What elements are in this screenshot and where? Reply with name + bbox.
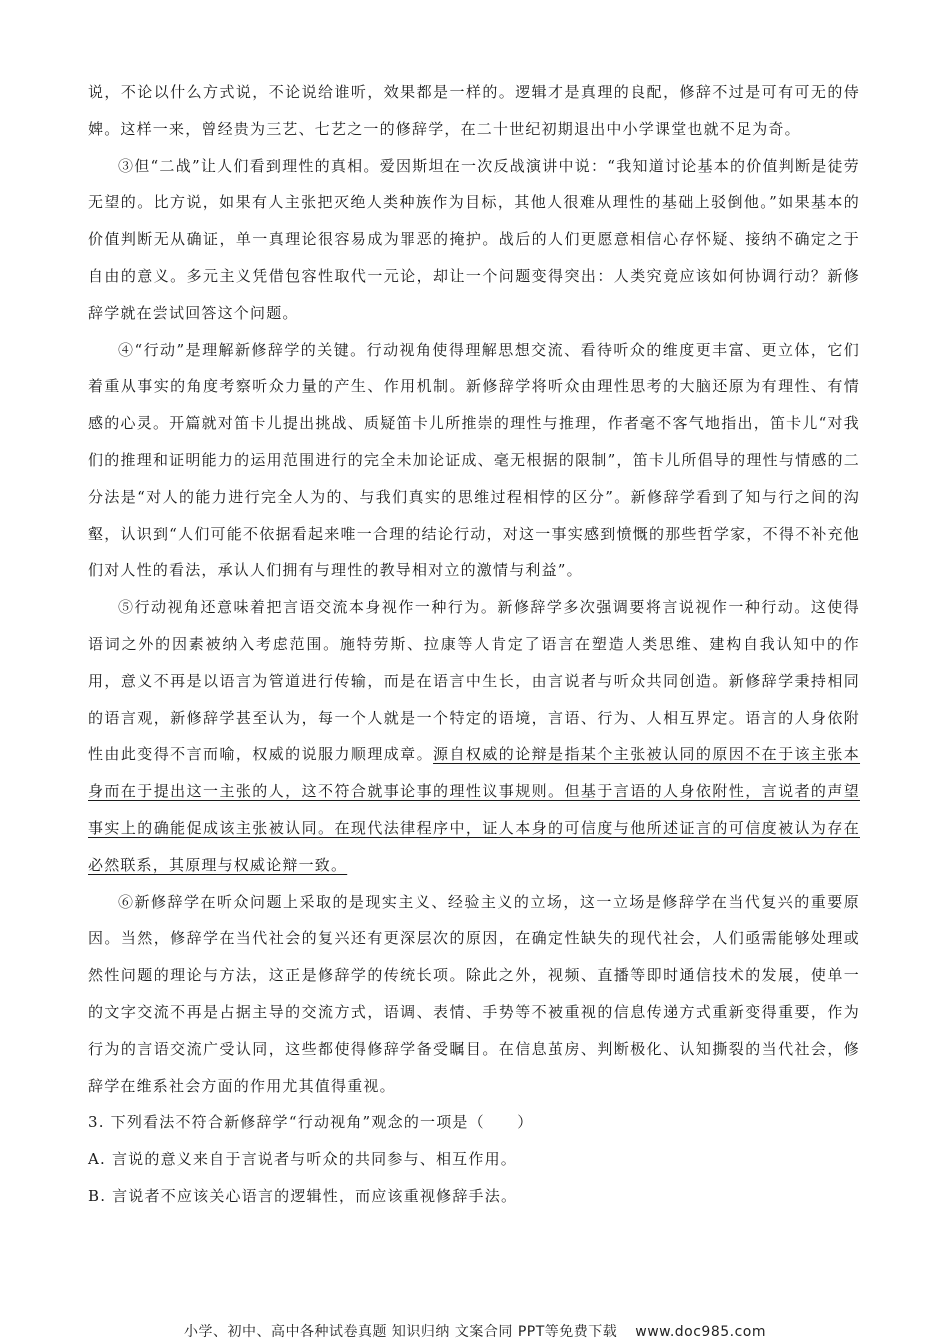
paragraph-4: ④“行动”是理解新修辞学的关键。行动视角使得理解思想交流、看待听众的维度更丰富、更立体，它们着重从事实的角度考察听众力量的产生、作用机制。新修辞学将听众由理性思考的大脑还原为有理性、有情感的心灵。开篇就对笛卡儿提出挑战、质疑笛卡儿所推崇的理性与推理，作者毫不客气地指出，笛卡儿“对我们的推理和证明能力的运用范围进行的完全未加论证成、毫无根据的限制”，笛卡儿所倡导的理性与情感的二分法是“对人的能力进行完全人为的、与我们真实的思维过程相悖的区分”。新修辞学看到了知与行之间的沟壑，认识到“人们可能不依据看起来唯一合理的结论行动，对这一事实感到愤慨的那些哲学家，不得不补充他们对人性的看法，承认人们拥有与理性的教导相对立的激情与利益”。 [88,340,860,580]
question-stem: 3. 下列看法不符合新修辞学“行动视角”观念的一项是（ ） [88,1113,534,1132]
paragraph-continued: 说，不论以什么方式说，不论说给谁听，效果都是一样的。逻辑才是真理的良配，修辞不过是可有可无的侍婢。这样一来，曾经贵为三艺、七艺之一的修辞学，在二十世纪初期退出中小学课堂也就不足为奇。 [88,83,860,138]
paragraph-6: ⑥新修辞学在听众问题上采取的是现实主义、经验主义的立场，这一立场是修辞学在当代复兴的重要原因。当然，修辞学在当代社会的复兴还有更深层次的原因，在确定性缺失的现代社会，人们亟需能够处理或然性问题的理论与方法，这正是修辞学的传统长项。除此之外，视频、直播等即时通信技术的发展，使单一的文字交流不再是占据主导的交流方式，语调、表情、手势等不被重视的信息传递方式重新变得重要，作为行为的言语交流广受认同，这些都使得修辞学备受瞩目。在信息茧房、判断极化、认知撕裂的当代社会，修辞学在维系社会方面的作用尤其值得重视。 [88,892,860,1095]
footer-site-link[interactable]: www.doc985.com [635,1324,767,1340]
footer-text: 小学、初中、高中各种试卷真题 知识归纳 文案合同 PPT等免费下载 [183,1324,618,1340]
underlined-passage: 源自权威的论辩是指某个主张被认同的原因不在于该主张本身而在于提出这一主张的人，这不符合就事论事的理性议事规则。但基于言语的人身依附性，言说者的声望事实上的确能促成该主张被认同。在现代法律程序中，证人本身的可信度与他所述证言的可信度被认为存在必然联系，其原理与权威论辩一致。 [88,745,861,874]
option-a: A. 言说的意义来自于言说者与听众的共同参与、相互作用。 [88,1150,517,1169]
paragraph-5-text: ⑤行动视角还意味着把言语交流本身视作一种行为。新修辞学多次强调要将言说视作一种行动。这使得语词之外的因素被纳入考虑范围。施特劳斯、拉康等人肯定了语言在塑造人类思维、建构自我认知中的作用，意义不再是以语言为管道进行传输，而是在语言中生长，由言说者与听众共同创造。新修辞学秉持相同的语言观，新修辞学甚至认为，每一个人就是一个特定的语境，言语、行为、人相互界定。语言的人身依附性由此变得不言而喻，权威的说服力顺理成章。 [88,598,860,764]
paragraph-5 [88,589,860,883]
paragraph-3: ③但“二战”让人们看到理性的真相。爱因斯坦在一次反战演讲中说：“我知道讨论基本的价值判断是徒劳无望的。比方说，如果有人主张把灭绝人类种族作为目标，其他人很难从理性的基础上驳倒他。”如果基本的价值判断无从确证，单一真理论很容易成为罪恶的掩护。战后的人们更愿意相信心存怀疑、接纳不确定之于自由的意义。多元主义凭借包容性取代一元论，却让一个问题变得突出：人类究竟应该如何协调行动？新修辞学就在尝试回答这个问题。 [88,156,860,322]
article-body [88,74,860,1215]
option-b: B. 言说者不应该关心语言的逻辑性，而应该重视修辞手法。 [88,1186,518,1205]
page-footer [0,1322,950,1342]
